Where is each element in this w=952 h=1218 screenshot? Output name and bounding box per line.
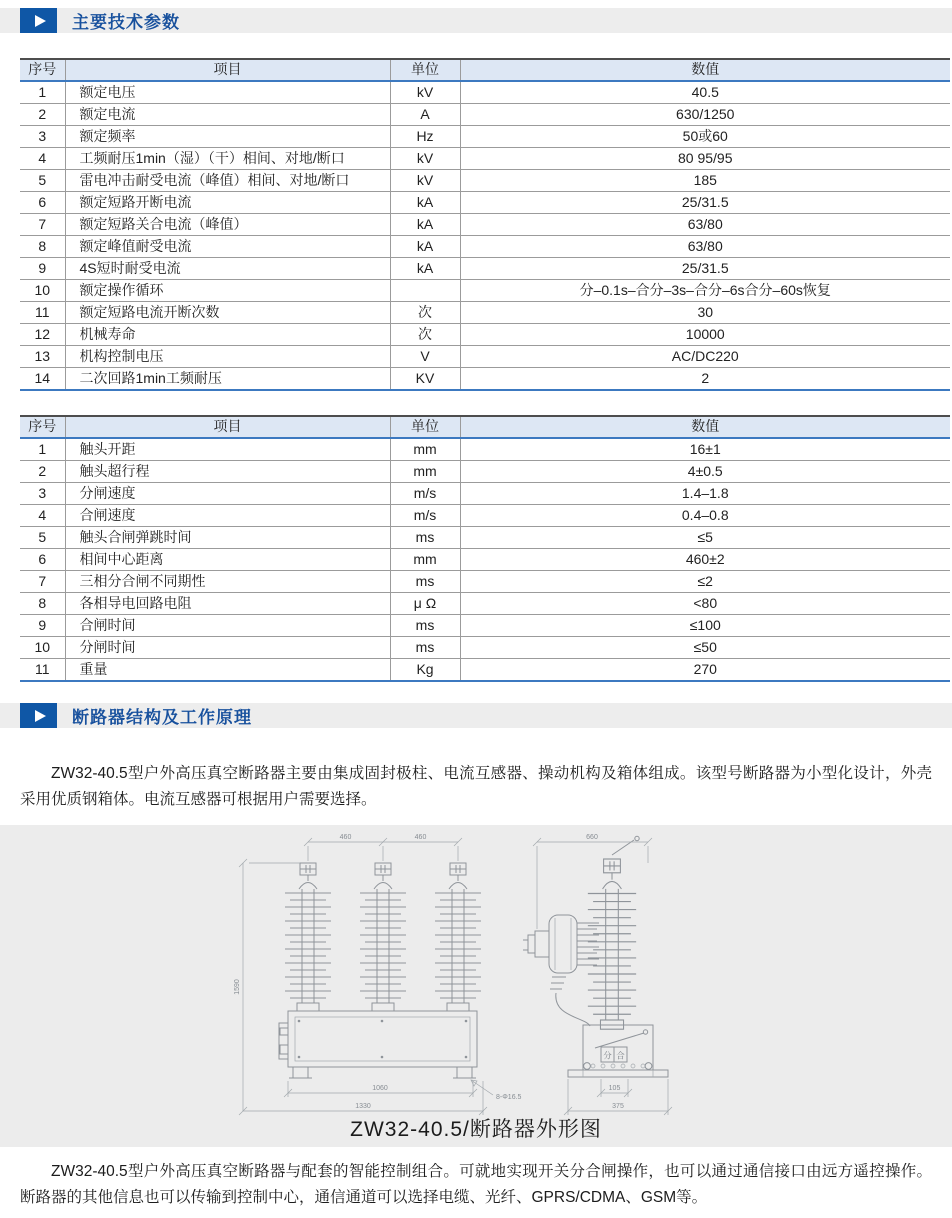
cell: Kg	[390, 659, 460, 682]
cell: <80	[460, 593, 950, 615]
cell: 10	[20, 637, 65, 659]
cell: AC/DC220	[460, 346, 950, 368]
cell: 63/80	[460, 214, 950, 236]
cell: 30	[460, 302, 950, 324]
cell: 270	[693, 660, 717, 677]
table-row	[20, 461, 950, 483]
table-row	[20, 346, 950, 368]
cell: 次	[390, 302, 460, 324]
outline-drawing-panel	[0, 825, 952, 1147]
column-header: 项目	[65, 59, 390, 81]
table-row	[20, 170, 950, 192]
play-arrow-icon	[20, 703, 57, 728]
diagram-caption: ZW32-40.5/断路器外形图	[350, 1118, 602, 1141]
dimension-label: 1060	[372, 1085, 388, 1092]
cell: 9	[20, 615, 65, 637]
cell: 三相分合闸不同期性	[65, 571, 390, 593]
cell: 额定短路开断电流	[65, 192, 390, 214]
table-row	[20, 659, 950, 682]
cell: 460±2	[460, 549, 950, 571]
cell: 1	[20, 438, 65, 461]
cell: 3	[20, 126, 65, 148]
cell: 80 95/95	[460, 148, 950, 170]
table-row	[20, 438, 950, 461]
cell: 2	[701, 369, 710, 386]
dimension-label: 1590	[234, 979, 241, 995]
paragraph-control-info: ZW32-40.5型户外高压真空断路器与配套的智能控制组合。可就地实现开关分合闸操作，也可以通过通信接口由远方遥控操作。断路器的其他信息也可以传输到控制中心，通信通道可以选择电缆、光纤、GPRS/CDMA、GSM等。	[20, 1163, 932, 1206]
dimension-label: 375	[612, 1103, 624, 1110]
table-row	[20, 324, 950, 346]
section-title: 主要技术参数	[72, 13, 180, 32]
table-row	[20, 192, 950, 214]
cell: 6	[20, 192, 65, 214]
table-row	[20, 280, 950, 302]
table-row	[20, 527, 950, 549]
control-cabinet	[568, 1025, 668, 1077]
cell: m/s	[390, 483, 460, 505]
table-row	[20, 236, 950, 258]
cell: kV	[390, 81, 460, 104]
table-row	[20, 368, 950, 391]
cell: 10000	[460, 324, 950, 346]
cell: 13	[20, 346, 65, 368]
panel-close-label: 合	[616, 1050, 625, 1061]
current-transformer	[523, 915, 599, 1026]
cell: 额定操作循环	[65, 280, 390, 302]
cell: 25/31.5	[460, 192, 950, 214]
dimension-label: 460	[339, 834, 352, 841]
cell: ms	[390, 615, 460, 637]
cell: ≤100	[460, 615, 950, 637]
cell: 触头开距	[65, 438, 390, 461]
cell: A	[390, 104, 460, 126]
cell: 2	[20, 461, 65, 483]
cell: ms	[390, 571, 460, 593]
cell: 6	[20, 549, 65, 571]
column-header: 数值	[460, 416, 950, 438]
cell: 分闸时间	[65, 637, 390, 659]
cell: ms	[390, 527, 460, 549]
cell: kV	[390, 148, 460, 170]
cell: 4	[20, 148, 65, 170]
cell: kA	[390, 236, 460, 258]
cell: 11	[20, 659, 65, 682]
cell: 额定电压	[65, 81, 390, 104]
section-header-structure	[0, 703, 952, 728]
cell: 1	[20, 81, 65, 104]
cell: 分–0.1s–合分–3s–合分–6s合分–60s恢复	[460, 280, 950, 302]
cell: 185	[460, 170, 950, 192]
table-row	[20, 148, 950, 170]
front-view	[279, 863, 481, 1078]
cell: 额定电流	[65, 104, 390, 126]
cell: V	[390, 346, 460, 368]
cell: 8	[20, 236, 65, 258]
dimension-label: 660	[586, 834, 598, 841]
cell: 工频耐压1min（湿）（干）相间、对地/断口	[65, 148, 390, 170]
cell: kV	[390, 170, 460, 192]
cell: 额定短路电流开断次数	[65, 302, 390, 324]
column-header: 单位	[390, 416, 460, 438]
cell: 3	[20, 483, 65, 505]
cell: Hz	[390, 126, 460, 148]
table-row	[20, 593, 950, 615]
cell: 5	[20, 527, 65, 549]
column-header: 序号	[20, 59, 65, 81]
cell	[390, 280, 460, 302]
cell: 8	[20, 593, 65, 615]
column-header: 序号	[20, 416, 65, 438]
cell: 分闸速度	[65, 483, 390, 505]
cell: 7	[20, 214, 65, 236]
table-row	[20, 126, 950, 148]
cell: 2	[20, 104, 65, 126]
tech-params-table-2	[20, 415, 950, 682]
cell: 重量	[65, 659, 390, 682]
table-row	[20, 615, 950, 637]
cell: μ Ω	[390, 593, 460, 615]
table-row	[20, 483, 950, 505]
cell: 额定频率	[65, 126, 390, 148]
cell: mm	[390, 461, 460, 483]
table-row	[20, 637, 950, 659]
cell: kA	[390, 192, 460, 214]
cell: 4±0.5	[460, 461, 950, 483]
cell: m/s	[390, 505, 460, 527]
table-row	[20, 258, 950, 280]
cell: 各相导电回路电阻	[65, 593, 390, 615]
cell: 4	[20, 505, 65, 527]
panel-open-label: 分	[603, 1050, 612, 1061]
play-arrow-icon	[20, 8, 57, 33]
cell: 10	[20, 280, 65, 302]
dimension-label: 105	[608, 1085, 621, 1092]
side-view	[523, 836, 668, 1077]
cell: ≤2	[460, 571, 950, 593]
cell: mm	[390, 549, 460, 571]
cell: ms	[390, 637, 460, 659]
table-row	[20, 571, 950, 593]
cell: 630/1250	[460, 104, 950, 126]
header-row	[20, 59, 950, 81]
cell: 合闸速度	[65, 505, 390, 527]
cell: 4S短时耐受电流	[65, 258, 390, 280]
cell: 5	[20, 170, 65, 192]
tech-params-table-1	[20, 58, 950, 391]
cell: mm	[390, 438, 460, 461]
breaker-outline-drawing	[0, 825, 952, 1147]
cell: kA	[390, 258, 460, 280]
cell: 相间中心距离	[65, 549, 390, 571]
cell: 1.4–1.8	[460, 483, 950, 505]
cell: 合闸时间	[65, 615, 390, 637]
dimension-label: 1330	[355, 1103, 371, 1110]
cell: 次	[390, 324, 460, 346]
dimension-label: 460	[414, 834, 427, 841]
cell: 机构控制电压	[65, 346, 390, 368]
cell: 9	[20, 258, 65, 280]
cell: 触头合闸弹跳时间	[65, 527, 390, 549]
dimension-label: 8-Φ16.5	[496, 1094, 522, 1101]
cell: 50或60	[460, 126, 950, 148]
cell: 0.4–0.8	[460, 505, 950, 527]
cell: 40.5	[460, 81, 950, 104]
section-title: 断路器结构及工作原理	[72, 708, 252, 727]
cell: 7	[20, 571, 65, 593]
cell: 63/80	[460, 236, 950, 258]
header-row	[20, 416, 950, 438]
cell: 额定短路关合电流（峰值）	[65, 214, 390, 236]
cell: 二次回路1min工频耐压	[65, 368, 390, 391]
cell: 16±1	[460, 438, 950, 461]
column-header: 数值	[460, 59, 950, 81]
cell: 25/31.5	[460, 258, 950, 280]
column-header: 单位	[390, 59, 460, 81]
section-header-tech-params	[0, 8, 952, 33]
paragraph-structure-intro: ZW32-40.5型户外高压真空断路器主要由集成固封极柱、电流互感器、操动机构及箱体组成。该型号断路器为小型化设计，外壳采用优质钢箱体。电流互感器可根据用户需要选择。	[20, 765, 932, 808]
table-row	[20, 104, 950, 126]
cell: 11	[20, 302, 65, 324]
cell: ≤5	[460, 527, 950, 549]
table-row	[20, 81, 950, 104]
table-row	[20, 214, 950, 236]
cell: 额定峰值耐受电流	[65, 236, 390, 258]
cell: ≤50	[460, 637, 950, 659]
cell: 12	[20, 324, 65, 346]
cell: 机械寿命	[65, 324, 390, 346]
table-row	[20, 549, 950, 571]
table-row	[20, 302, 950, 324]
cell: 14	[20, 368, 65, 391]
cell: 触头超行程	[65, 461, 390, 483]
cell: 雷电冲击耐受电流（峰值）相间、对地/断口	[65, 170, 390, 192]
cell: kA	[390, 214, 460, 236]
cell: KV	[390, 368, 460, 391]
table-row	[20, 505, 950, 527]
column-header: 项目	[65, 416, 390, 438]
